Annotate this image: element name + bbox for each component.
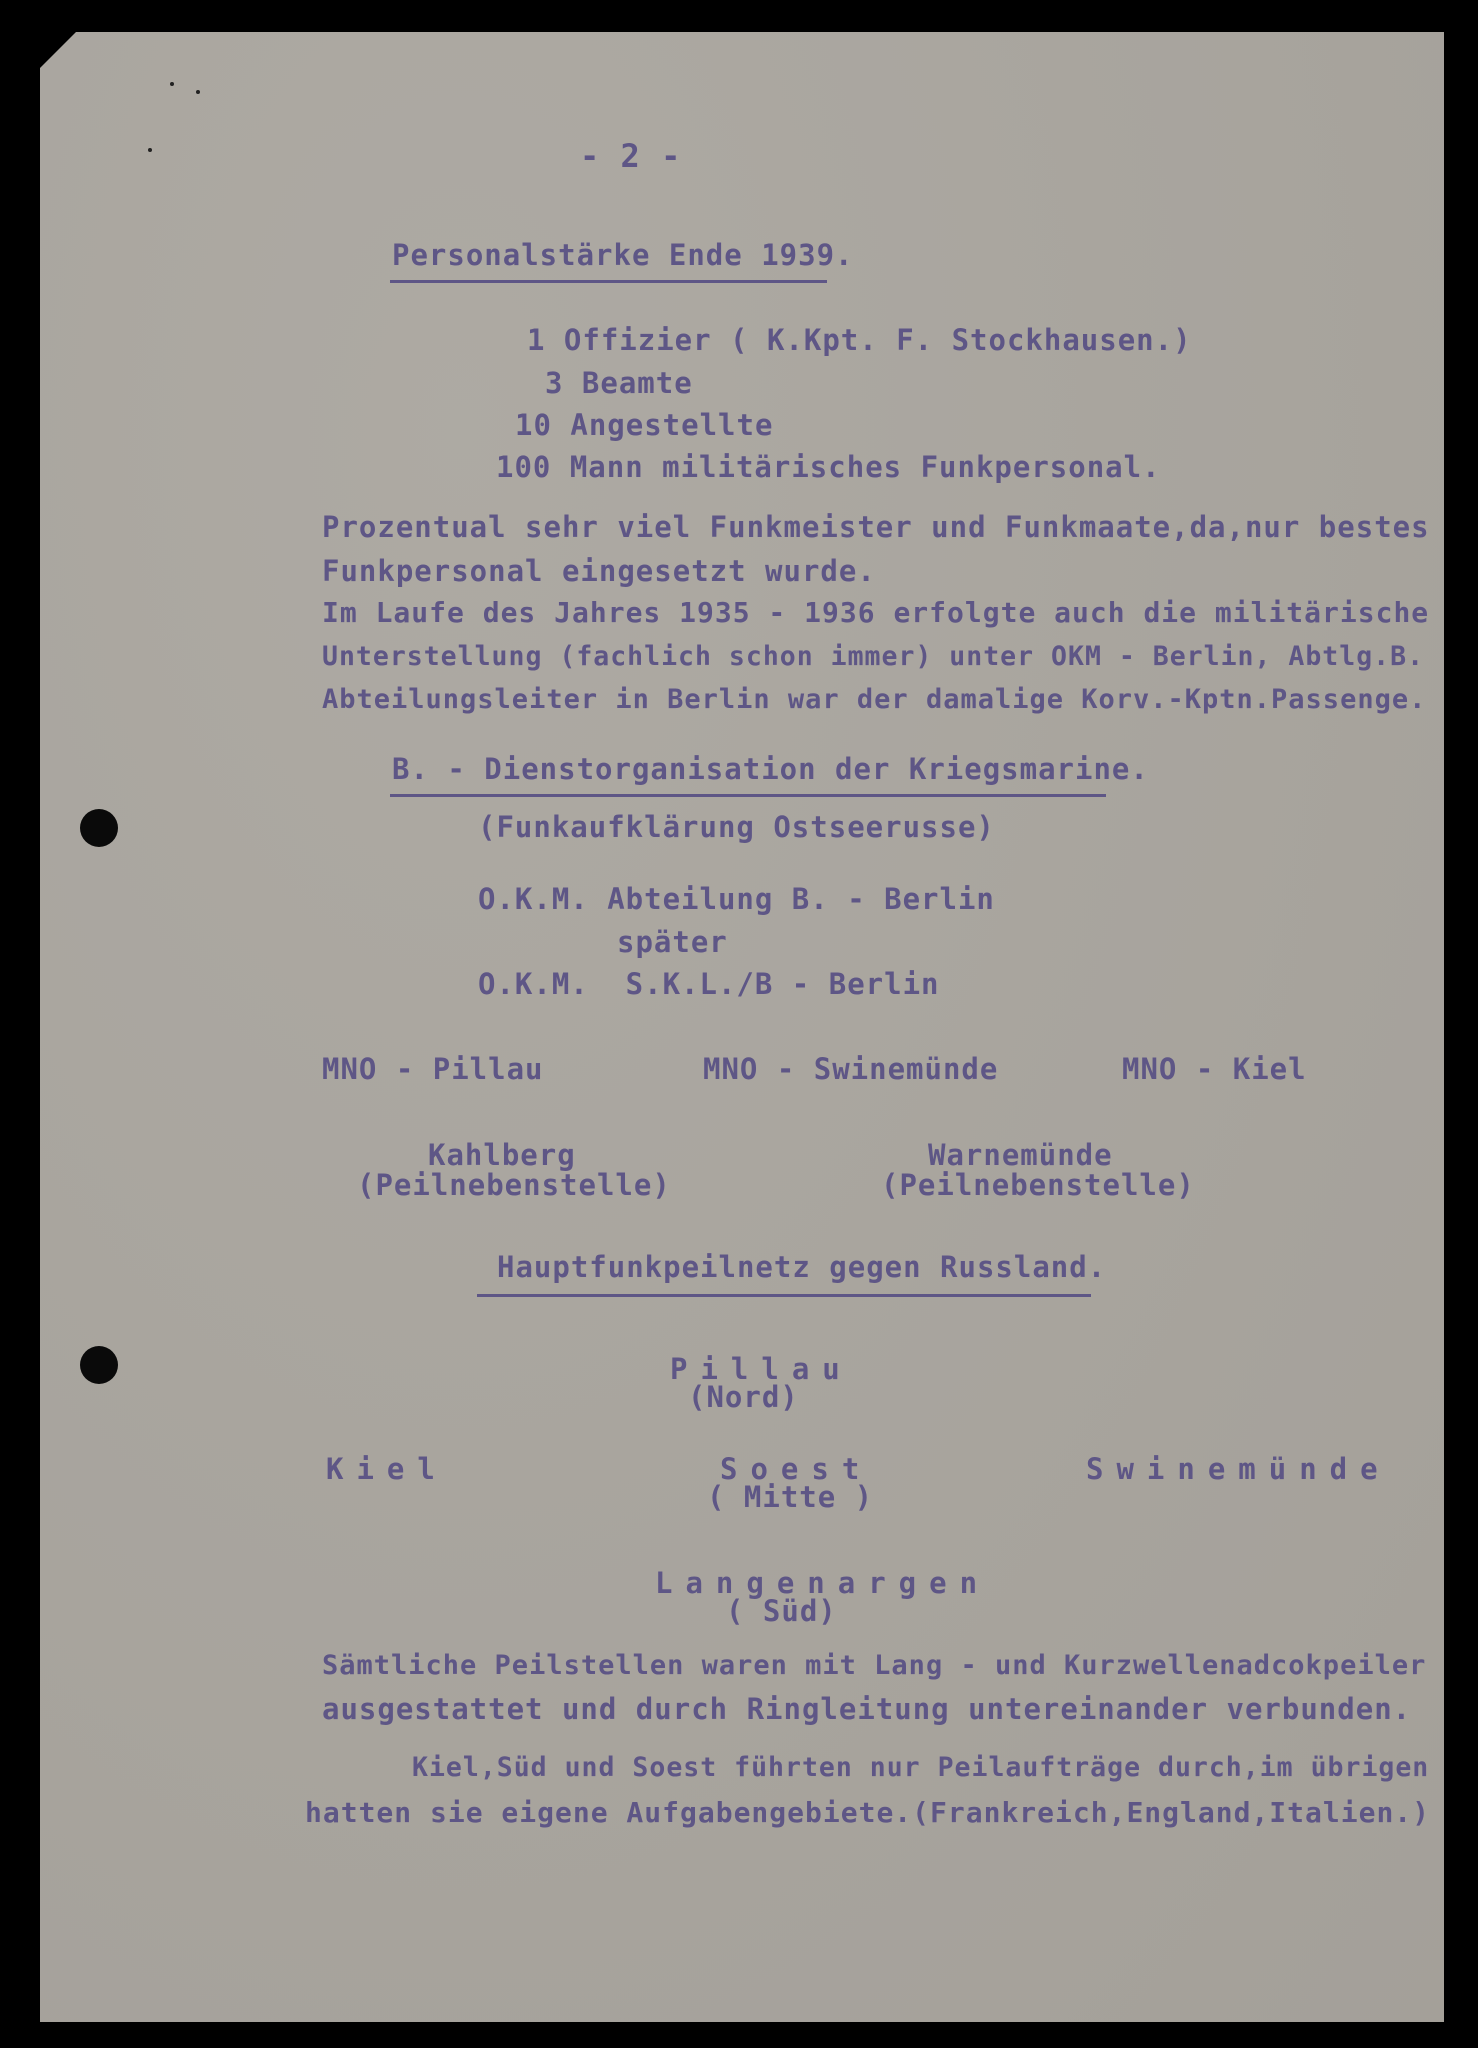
org-mno-kiel: MNO - Kiel xyxy=(1122,1052,1307,1086)
paragraph-line: hatten sie eigene Aufgabengebiete.(Frankreich,England,Italien.) xyxy=(305,1796,1431,1829)
paragraph-line: Im Laufe des Jahres 1935 - 1936 erfolgte auch die militärische xyxy=(322,596,1430,629)
paragraph-line: ausgestattet und durch Ringleitung untereinander verbunden. xyxy=(322,1692,1412,1726)
paragraph-line: Sämtliche Peilstellen waren mit Lang - und Kurzwellenadcokpeiler xyxy=(322,1650,1427,1681)
network-south: Langenargen xyxy=(655,1566,991,1600)
ink-speck xyxy=(170,82,174,86)
network-east: Swinemünde xyxy=(1086,1452,1391,1486)
personnel-line: 10 Angestellte xyxy=(515,408,774,442)
org-warnemuende-note: (Peilnebenstelle) xyxy=(881,1168,1195,1202)
heading-personnel: Personalstärke Ende 1939. xyxy=(392,238,854,272)
page-number: - 2 - xyxy=(580,137,682,175)
network-north-note: (Nord) xyxy=(688,1380,799,1414)
org-mno-swinemuende: MNO - Swinemünde xyxy=(703,1052,999,1086)
punch-hole-top xyxy=(80,809,118,847)
punch-hole-bottom xyxy=(80,1346,118,1384)
network-south-note: ( Süd) xyxy=(726,1594,837,1628)
org-line: O.K.M. S.K.L./B - Berlin xyxy=(478,967,940,1001)
org-kahlberg-note: (Peilnebenstelle) xyxy=(357,1168,671,1202)
org-line: O.K.M. Abteilung B. - Berlin xyxy=(478,882,995,916)
paragraph-line: Kiel,Süd und Soest führten nur Peilaufträge durch,im übrigen xyxy=(412,1752,1430,1783)
ink-speck xyxy=(196,90,200,94)
network-north: Pillau xyxy=(670,1352,853,1386)
heading-organisation: B. - Dienstorganisation der Kriegsmarine. xyxy=(392,752,1149,786)
heading-network: Hauptfunkpeilnetz gegen Russland. xyxy=(497,1250,1107,1284)
paragraph-line: Prozentual sehr viel Funkmeister und Funkmaate,da,nur bestes xyxy=(322,510,1430,544)
org-mno-pillau: MNO - Pillau xyxy=(322,1052,544,1086)
heading-organisation-underline xyxy=(390,794,1106,797)
folded-corner xyxy=(40,32,76,68)
personnel-line: 3 Beamte xyxy=(545,366,693,400)
paragraph-line: Abteilungsleiter in Berlin war der damalige Korv.-Kptn.Passenge. xyxy=(322,684,1427,715)
subheading-organisation: (Funkaufklärung Ostseerusse) xyxy=(478,810,995,844)
heading-personnel-underline xyxy=(390,280,827,283)
heading-network-underline xyxy=(477,1294,1091,1297)
network-center: Soest xyxy=(720,1452,873,1486)
ink-speck xyxy=(148,148,152,152)
paragraph-line: Funkpersonal eingesetzt wurde. xyxy=(322,554,876,588)
network-west: Kiel xyxy=(326,1452,448,1486)
network-center-note: ( Mitte ) xyxy=(707,1480,874,1514)
org-line: später xyxy=(617,925,728,959)
personnel-line: 1 Offizier ( K.Kpt. F. Stockhausen.) xyxy=(527,323,1192,357)
org-warnemuende: Warnemünde xyxy=(928,1138,1113,1172)
personnel-line: 100 Mann militärisches Funkpersonal. xyxy=(496,450,1161,484)
paragraph-line: Unterstellung (fachlich schon immer) unter OKM - Berlin, Abtlg.B. xyxy=(322,641,1425,672)
org-kahlberg: Kahlberg xyxy=(428,1138,576,1172)
